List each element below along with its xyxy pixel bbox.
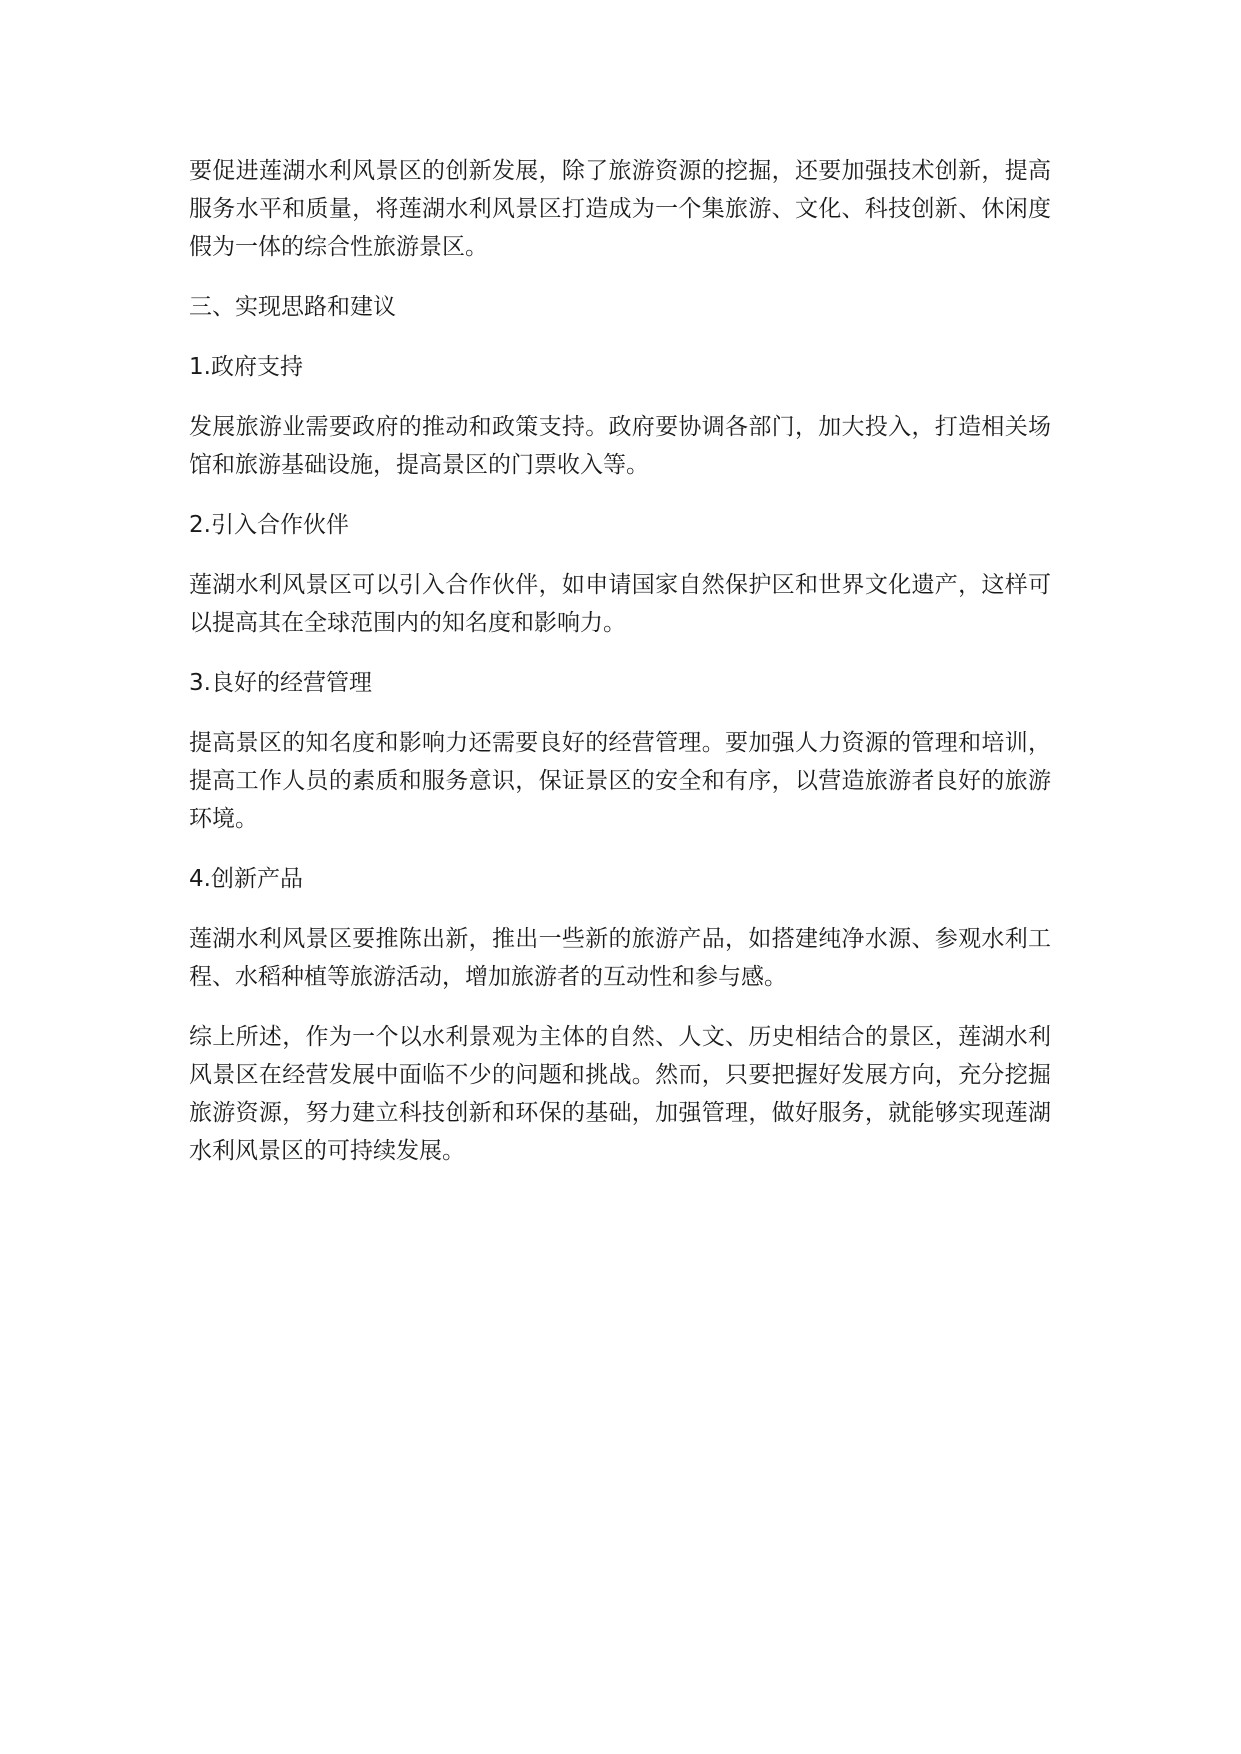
paragraph-conclusion: 综上所述，作为一个以水利景观为主体的自然、人文、历史相结合的景区，莲湖水利风景区在经营发展中面临不少的问题和挑战。然而，只要把握好发展方向，充分挖掘旅游资源，努力建立科技创新和环保的基础，加强管理，做好服务，就能够实现莲湖水利风景区的可持续发展。 [189, 1024, 1051, 1164]
paragraph-government-support: 发展旅游业需要政府的推动和政策支持。政府要协调各部门，加大投入，打造相关场馆和旅游基础设施，提高景区的门票收入等。 [189, 414, 1051, 478]
document-body [189, 152, 1051, 1170]
subheading-4: 4.创新产品 [189, 866, 303, 892]
subheading-1: 1.政府支持 [189, 354, 303, 380]
subheading-3: 3.良好的经营管理 [189, 670, 372, 696]
paragraph-intro: 要促进莲湖水利风景区的创新发展，除了旅游资源的挖掘，还要加强技术创新，提高服务水平和质量，将莲湖水利风景区打造成为一个集旅游、文化、科技创新、休闲度假为一体的综合性旅游景区。 [189, 158, 1051, 260]
subheading-2: 2.引入合作伙伴 [189, 512, 349, 538]
section-heading-3: 三、实现思路和建议 [189, 294, 396, 320]
paragraph-partners: 莲湖水利风景区可以引入合作伙伴，如申请国家自然保护区和世界文化遗产，这样可以提高其在全球范围内的知名度和影响力。 [189, 572, 1051, 636]
paragraph-management: 提高景区的知名度和影响力还需要良好的经营管理。要加强人力资源的管理和培训，提高工作人员的素质和服务意识，保证景区的安全和有序，以营造旅游者良好的旅游环境。 [189, 730, 1051, 832]
paragraph-innovation: 莲湖水利风景区要推陈出新，推出一些新的旅游产品，如搭建纯净水源、参观水利工程、水稻种植等旅游活动，增加旅游者的互动性和参与感。 [189, 926, 1051, 990]
